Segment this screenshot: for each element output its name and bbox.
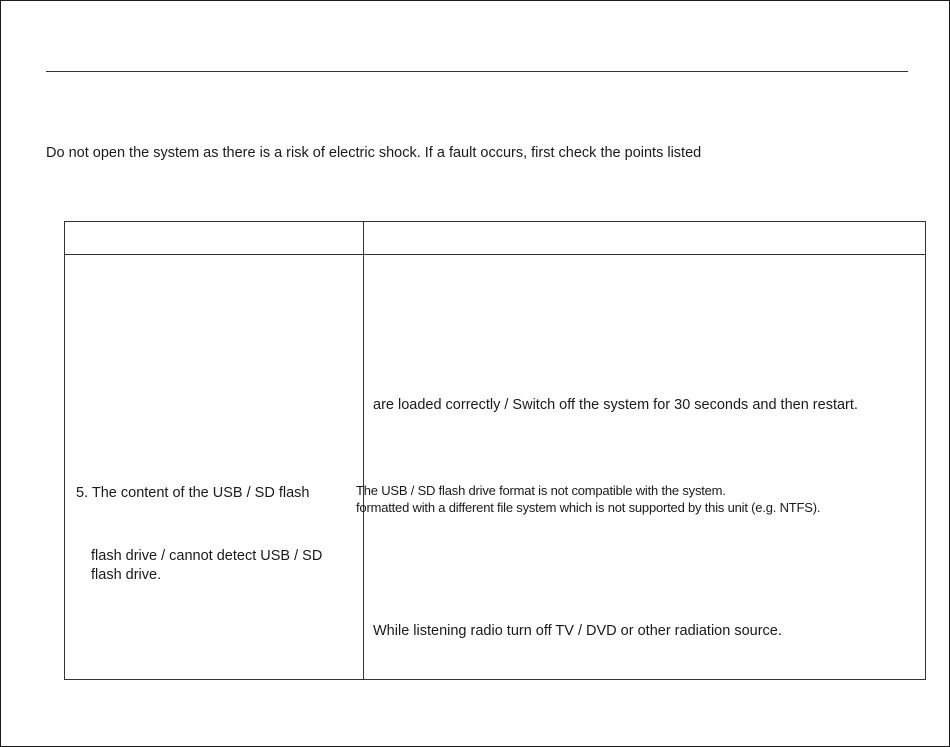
- solution-format-line1: The USB / SD flash drive format is not compatible with the system.: [356, 483, 726, 498]
- solution-format-line2: formatted with a different file system which is not supported by this unit (e.g. NTFS).: [356, 500, 821, 515]
- problem-usb-line2: flash drive / cannot detect USB / SD: [91, 548, 323, 564]
- intro-text: Do not open the system as there is a risk of electric shock. If a fault occurs, first check the points listed: [46, 145, 702, 161]
- table-header-divider: [65, 254, 925, 255]
- solution-restart-text: are loaded correctly / Switch off the system for 30 seconds and then restart.: [373, 397, 858, 413]
- solution-radio-text: While listening radio turn off TV / DVD or other radiation source.: [373, 623, 782, 639]
- troubleshooting-table: [64, 221, 926, 680]
- problem-usb-line1: 5. The content of the USB / SD flash: [76, 485, 310, 501]
- table-column-divider: [363, 222, 364, 679]
- problem-usb-line3: flash drive.: [91, 567, 162, 583]
- header-rule: [46, 71, 908, 72]
